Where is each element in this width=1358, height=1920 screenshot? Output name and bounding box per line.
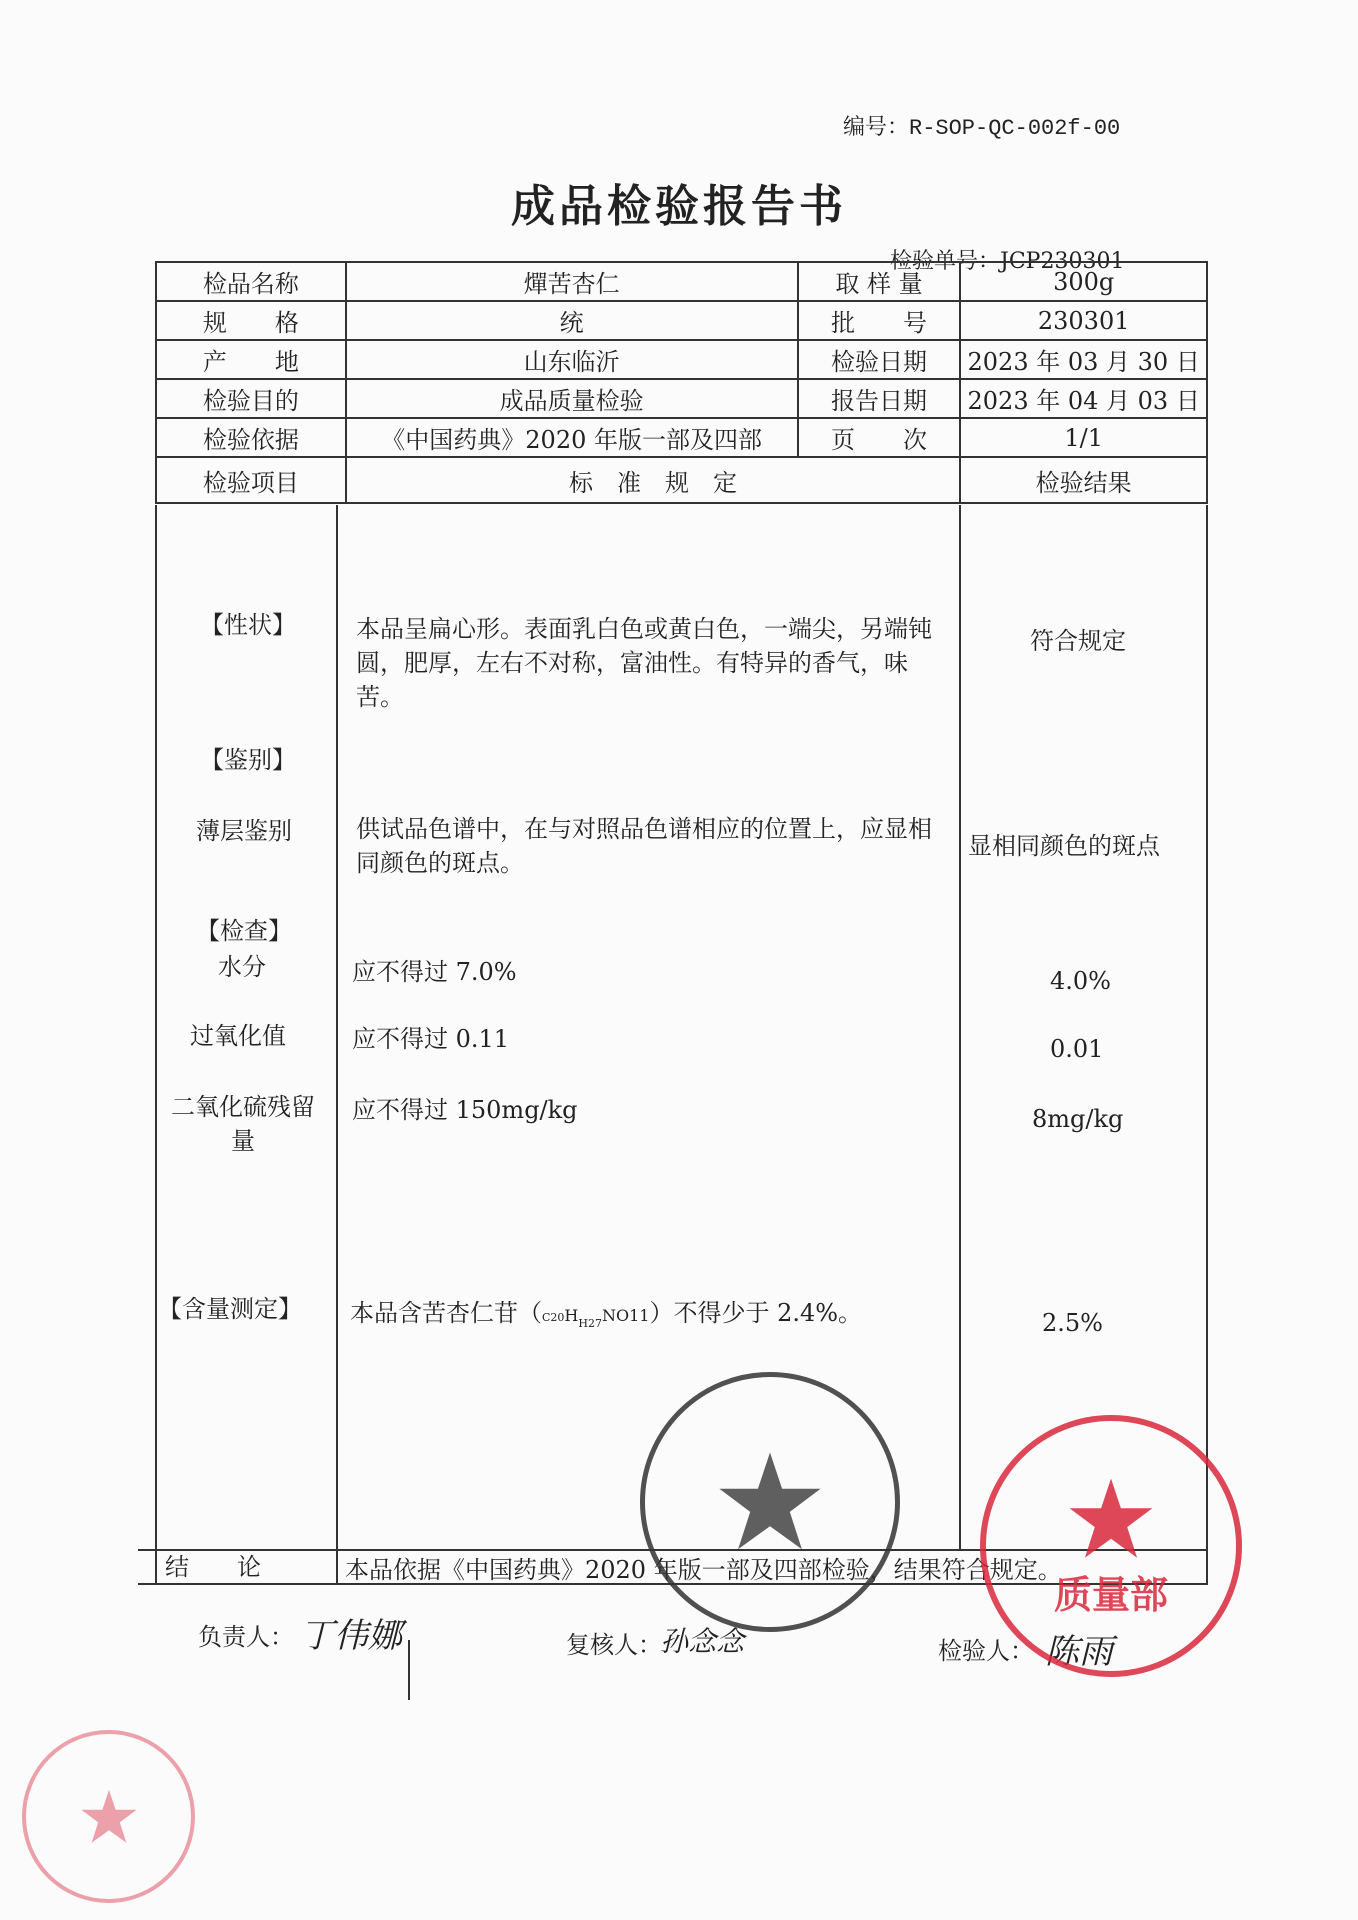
label-spec: 规 格	[156, 301, 346, 340]
item-so2: 二氧化硫残留量	[171, 1093, 315, 1155]
inspector-label: 检验人：	[938, 1637, 1034, 1665]
reviewer-signature: 孙念念	[660, 1625, 745, 1658]
label-name: 检品名称	[156, 262, 346, 301]
item-peroxide: 过氧化值	[190, 1022, 286, 1050]
star-icon	[1066, 1474, 1156, 1564]
column-divider	[336, 505, 338, 1585]
standard-moisture: 应不得过 7.0%	[352, 958, 517, 986]
star-icon	[79, 1787, 139, 1847]
label-qty: 取 样 量	[798, 262, 961, 301]
table-border	[1206, 505, 1208, 1585]
spec: 统	[346, 301, 798, 340]
batch-no: 230301	[960, 301, 1207, 340]
responsible-signature: 丁伟娜	[300, 1616, 402, 1656]
page-count: 1/1	[960, 418, 1207, 457]
standard-so2: 应不得过 150mg/kg	[352, 1096, 578, 1124]
reviewer-label: 复核人：	[566, 1631, 662, 1659]
standard-tlc: 供试品色谱中，在与对照品色谱相应的位置上，应显相同颜色的斑点。	[356, 815, 932, 877]
result-appearance: 符合规定	[1030, 627, 1126, 655]
header-table	[155, 261, 1208, 504]
report-number: 检验单号：JCP230301	[890, 249, 1125, 274]
result-so2: 8mg/kg	[1032, 1105, 1124, 1133]
result-moisture: 4.0%	[1050, 967, 1111, 995]
label-purpose: 检验目的	[156, 379, 346, 418]
quality-dept-stamp-text: 质量部	[1053, 1572, 1168, 1617]
label-origin: 产 地	[156, 340, 346, 379]
basis: 《中国药典》2020 年版一部及四部	[346, 418, 798, 457]
column-divider	[959, 505, 961, 1549]
conclusion-label: 结 论	[165, 1553, 261, 1581]
distributor-stamp	[22, 1730, 195, 1903]
standard-peroxide: 应不得过 0.11	[352, 1025, 510, 1053]
result-peroxide: 0.01	[1050, 1035, 1104, 1063]
formula-c: C20	[542, 1311, 565, 1324]
sample-qty: 300g	[960, 262, 1207, 301]
formula-n: NO11	[601, 1306, 650, 1325]
purpose: 成品质量检验	[346, 379, 798, 418]
inspector-signature: 陈雨	[1045, 1632, 1113, 1672]
product-name: 燀苦杏仁	[346, 262, 798, 301]
item-check: 【检查】	[196, 917, 292, 945]
star-icon	[715, 1447, 825, 1557]
col-standard: 标 准 规 定	[346, 457, 961, 503]
standard-assay: 本品含苦杏仁苷$(C20H_{H27}NO11)$不得少于 2.4%。	[350, 1299, 863, 1330]
label-page: 页 次	[798, 418, 961, 457]
label-basis: 检验依据	[156, 418, 346, 457]
test-date: 2023 年 03 月 30 日	[960, 340, 1207, 379]
item-identification: 【鉴别】	[200, 746, 296, 774]
conclusion-text: 本品依据《中国药典》2020 年版一部及四部检验，结果符合规定。	[345, 1556, 1062, 1584]
origin: 山东临沂	[346, 340, 798, 379]
col-result: 检验结果	[960, 457, 1207, 503]
col-item: 检验项目	[156, 457, 346, 503]
quality-dept-stamp	[980, 1415, 1242, 1677]
standard-assay-text: 本品含苦杏仁苷（	[350, 1299, 542, 1327]
document-code: 编号：R-SOP-QC-002f-00	[843, 116, 1121, 141]
label-test-date: 检验日期	[798, 340, 961, 379]
standard-assay-text2: ）不得少于 2.4%。	[649, 1299, 863, 1327]
item-appearance: 【性状】	[200, 611, 296, 639]
standard-appearance: 本品呈扁心形。表面乳白色或黄白色，一端尖，另端钝圆，肥厚，左右不对称，富油性。有特异的香气，味苦。	[356, 615, 932, 711]
signature-stroke	[408, 1640, 410, 1700]
formula-h: H27	[578, 1316, 602, 1330]
inspection-stamp	[640, 1372, 900, 1632]
item-tlc: 薄层鉴别	[196, 817, 292, 845]
report-date: 2023 年 04 月 03 日	[960, 379, 1207, 418]
label-report-date: 报告日期	[798, 379, 961, 418]
table-border	[155, 505, 157, 1585]
result-tlc: 显相同颜色的斑点	[968, 832, 1160, 860]
result-assay: 2.5%	[1042, 1309, 1103, 1337]
page-title: 成品检验报告书	[511, 181, 847, 232]
label-batch: 批 号	[798, 301, 961, 340]
responsible-label: 负责人：	[198, 1623, 294, 1651]
item-assay: 【含量测定】	[158, 1295, 302, 1323]
item-moisture: 水分	[218, 953, 266, 981]
